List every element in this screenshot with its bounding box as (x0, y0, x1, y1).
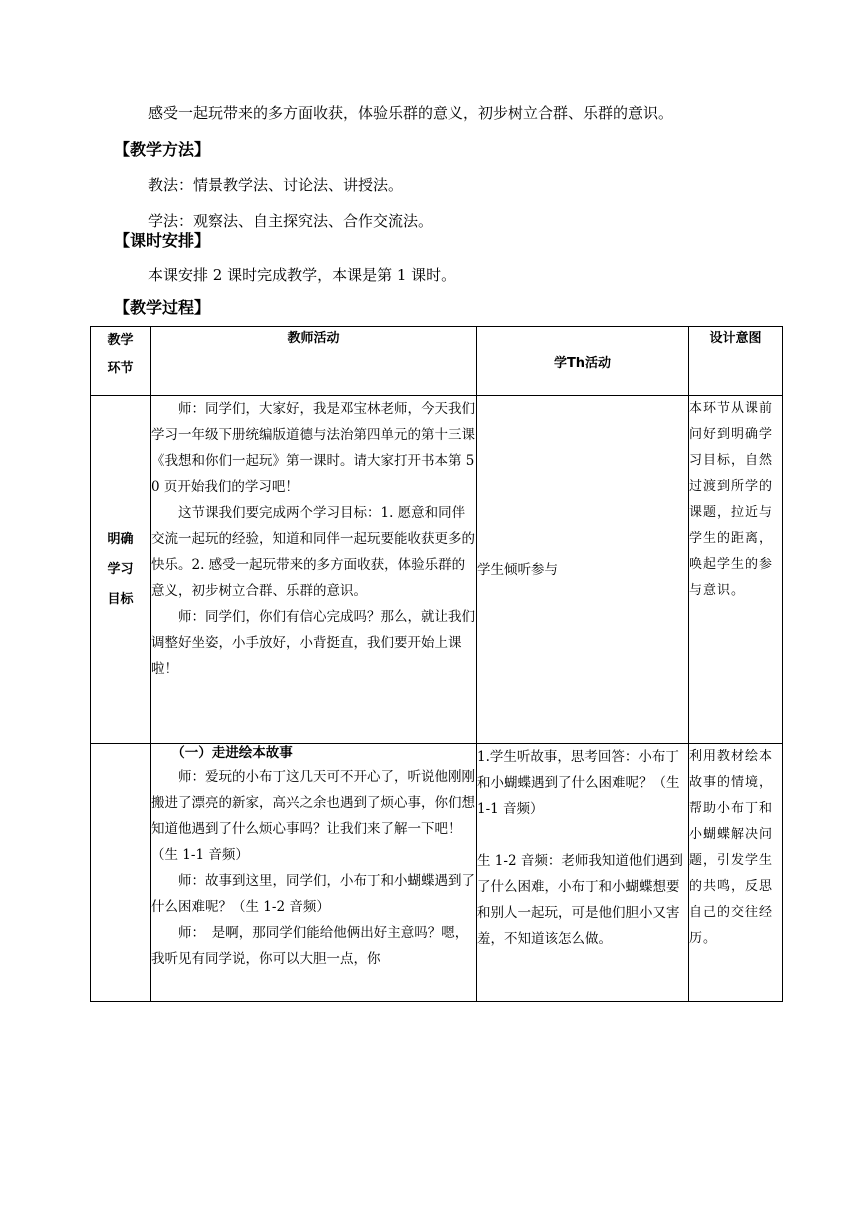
teacher-paragraph: 师：同学们，大家好，我是邓宝林老师，今天我们学习一年级下册统编版道德与法治第四单元的第十三课《我想和你们一起玩》第一课时。请大家打开书本第 50 页开始我们的学习吧！ (151, 401, 475, 495)
stage-cell-empty (91, 744, 151, 1002)
stage-line3: 目标 (107, 591, 134, 607)
intro-line: 感受一起玩带来的多方面收获，体验乐群的意义，初步树立合群、乐群的意识。 (148, 104, 674, 122)
process-heading: 【教学过程】 (114, 298, 211, 317)
table-row (91, 744, 783, 1002)
stage-header-line1: 教学 (107, 333, 134, 348)
teacher-paragraph: 师：同学们，你们有信心完成吗？那么，就让我们调整好坐姿，小手放好，小背挺直，我们要开始上课啦！ (151, 609, 475, 677)
schedule-text: 本课安排 2 课时完成教学，本课是第 1 课时。 (148, 266, 457, 284)
student-activity: 学生倾听参与 (477, 561, 558, 578)
teacher-activity-cell (151, 396, 477, 744)
teacher-paragraph: 这节课我们要完成两个学习目标：1. 愿意和同伴交流一起玩的经验，知道和同伴一起玩要能收获更多的快乐。2. 感受一起玩带来的多方面收获，体验乐群的意义，初步树立合群、乐群的意识。 (151, 505, 475, 599)
teacher-paragraph: 师： 是啊，那同学们能给他俩出好主意吗？嗯，我听见有同学说，你可以大胆一点，你 (151, 925, 469, 967)
design-intent: 本环节从课前问好到明确学习目标，自然过渡到所学的课题，拉近与学生的距离，唤起学生的参与意识。 (689, 401, 774, 598)
stage-header-line2: 环节 (107, 361, 134, 376)
stage-line2: 学习 (107, 561, 134, 577)
column-header-stage (91, 327, 151, 396)
design-intent: 利用教材绘本故事的情境，帮助小布丁和小蝴蝶解决问题，引发学生的共鸣，反思自己的交往经历。 (689, 749, 774, 946)
stage-line1: 明确 (107, 531, 134, 547)
column-header-design: 设计意图 (689, 327, 783, 396)
teacher-paragraph: 师：故事到这里，同学们，小布丁和小蝴蝶遇到了什么困难呢？（生 1-2 音频） (151, 873, 475, 915)
section-subheading: （一）走进绘本故事 (171, 745, 293, 761)
column-header-student: 学Th活动 (477, 327, 689, 396)
table-row (91, 396, 783, 744)
stage-cell (91, 396, 151, 744)
student-activity: 生 1-2 音频：老师我知道他们遇到了什么困难，小布丁和小蝴蝶想要和别人一起玩，可是他们胆小又害羞，不知道该怎么做。 (477, 853, 683, 947)
methods-heading: 【教学方法】 (114, 140, 211, 159)
learning-method: 学法：观察法、自主探究法、合作交流法。 (148, 212, 434, 230)
teaching-method: 教法：情景教学法、讨论法、讲授法。 (148, 176, 404, 194)
schedule-heading: 【课时安排】 (114, 231, 211, 250)
student-activity-cell (477, 396, 689, 744)
student-activity: 1.学生听故事，思考回答：小布丁和小蝴蝶遇到了什么困难呢？（生 1-1 音频） (477, 749, 680, 817)
teacher-activity-cell (151, 744, 477, 1002)
column-header-teacher: 教师活动 (151, 327, 477, 396)
design-intent-cell (689, 744, 783, 1002)
table-header-row (91, 327, 783, 396)
teacher-paragraph: 师：爱玩的小布丁这几天可不开心了，听说他刚刚搬进了漂亮的新家，高兴之余也遇到了烦心事，你们想知道他遇到了什么烦心事吗？让我们来了解一下吧！（生 1-1 音频） (151, 769, 475, 863)
design-intent-cell (689, 396, 783, 744)
student-activity-cell (477, 744, 689, 1002)
teaching-process-table (90, 326, 783, 1002)
